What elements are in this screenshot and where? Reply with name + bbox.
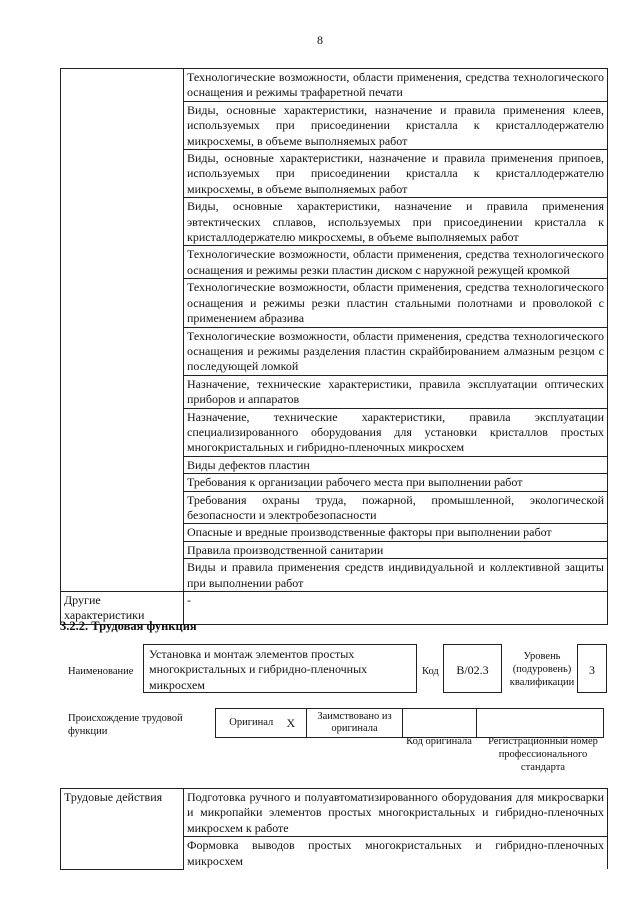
code-label: Код — [422, 666, 439, 677]
labor-actions-label: Трудовые действия — [61, 789, 184, 870]
page-number: 8 — [317, 33, 323, 47]
knowledge-item: Виды дефектов пластин — [184, 456, 608, 473]
knowledge-item: Опасные и вредные производственные факторы при выполнении работ — [184, 524, 608, 541]
registration-number-caption: Регистрационный номер профессионального стандарта — [488, 736, 598, 773]
knowledge-item: Технологические возможности, области применения, средства технологического оснащения и режимы резки пластин диском с наружной режущей кромкой — [184, 246, 608, 279]
labor-action-row — [61, 789, 608, 837]
knowledge-label-cell — [61, 69, 184, 592]
knowledge-item: Назначение, технические характеристики, правила эксплуатации оптических приборов и аппаратов — [184, 375, 608, 408]
code-original-caption: Код оригинала — [406, 736, 472, 747]
knowledge-item: Технологические возможности, области применения, средства технологического оснащения и режимы разделения пластин скрайбированием алмазным резцом с последующей ломкой — [184, 327, 608, 375]
function-name-label: Наименование — [68, 666, 134, 677]
knowledge-item: Технологические возможности, области применения, средства технологического оснащения и режимы трафаретной печати — [184, 69, 608, 102]
labor-actions-table — [60, 788, 608, 870]
knowledge-item: Виды и правила применения средств индивидуальной и коллективной защиты при выполнении работ — [184, 559, 608, 592]
origin-label: Происхождение трудовой функции — [68, 713, 183, 737]
labor-action-item: Формовка выводов простых многокристальных и гибридно-пленочных микросхем — [184, 837, 608, 869]
code-value: B/02.3 — [443, 644, 502, 693]
labor-action-item: Подготовка ручного и полуавтоматизированного оборудования для микросварки и микропайки элементов простых многокристальных и гибридно-пленочных микросхем к работе — [184, 789, 608, 837]
knowledge-item: Правила производственной санитарии — [184, 541, 608, 558]
knowledge-item: Требования охраны труда, пожарной, промышленной, экологической безопасности и электробезопасности — [184, 491, 608, 524]
qualification-level-label: Уровень (подуровень) квалификации — [509, 651, 575, 688]
qualification-level-value: 3 — [577, 644, 607, 693]
knowledge-item: Виды, основные характеристики, назначение и правила применения эвтектических сплавов, используемых при присоединении кристалла к кристаллодержателю микросхемы, в объеме выполняемых работ — [184, 198, 608, 246]
original-mark: X — [287, 709, 307, 738]
other-characteristics-value: - — [184, 592, 608, 625]
knowledge-item: Технологические возможности, области применения, средства технологического оснащения и режимы резки пластин стальными полотнами и проволокой с применением абразива — [184, 279, 608, 327]
borrowed-label: Заимствовано из оригинала — [307, 709, 403, 738]
other-characteristics-label: Другие характеристики — [61, 592, 184, 625]
knowledge-item: Виды, основные характеристики, назначение и правила применения припоев, используемых при присоединении кристалла к кристаллодержателю микросхемы, в объеме выполняемых работ — [184, 150, 608, 198]
function-name-value: Установка и монтаж элементов простых многокристальных и гибридно-пленочных микросхем — [143, 644, 417, 693]
knowledge-table — [60, 68, 608, 625]
registration-number-cell — [477, 709, 604, 738]
origin-table — [215, 708, 604, 738]
knowledge-item: Виды, основные характеристики, назначение и правила применения клеев, используемых при присоединении кристалла к кристаллодержателю микросхемы, в объеме выполняемых работ — [184, 101, 608, 149]
knowledge-row — [61, 69, 608, 102]
original-code-cell — [403, 709, 477, 738]
section-heading: 3.2.2. Трудовая функция — [60, 619, 197, 633]
knowledge-item: Назначение, технические характеристики, правила эксплуатации специализированного оборудования для установки кристаллов простых многокристальных и гибридно-пленочных микросхем — [184, 408, 608, 456]
knowledge-item: Требования к организации рабочего места при выполнении работ — [184, 474, 608, 491]
original-label: Оригинал — [216, 709, 287, 738]
